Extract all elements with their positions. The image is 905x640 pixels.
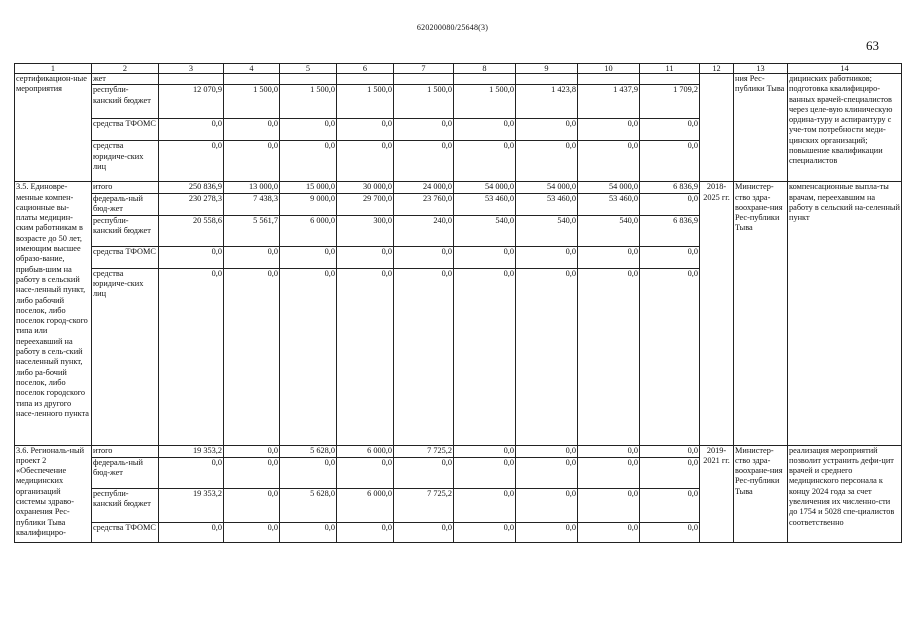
- amount-cell: 0,0: [640, 522, 700, 542]
- amount-cell: 540,0: [516, 215, 578, 246]
- amount-cell: 6 836,9: [640, 182, 700, 193]
- responsible-executor: ния Рес-публики Тыва: [734, 74, 788, 182]
- implementation-years: 2018-2025 гг.: [700, 182, 734, 445]
- amount-cell: 0,0: [159, 119, 224, 141]
- amount-cell: 0,0: [394, 246, 454, 268]
- amount-cell: 0,0: [640, 119, 700, 141]
- amount-cell: 0,0: [454, 488, 516, 522]
- amount-cell: 5 628,0: [280, 445, 337, 457]
- table-row: [15, 182, 902, 193]
- amount-cell: 0,0: [578, 488, 640, 522]
- amount-cell: 54 000,0: [454, 182, 516, 193]
- amount-cell: 0,0: [394, 268, 454, 445]
- amount-cell: 0,0: [578, 445, 640, 457]
- document-id: 620200080/25648(3): [416, 23, 489, 32]
- amount-cell: 23 760,0: [394, 193, 454, 215]
- amount-cell: 5 628,0: [280, 488, 337, 522]
- amount-cell: 29 700,0: [337, 193, 394, 215]
- table-row: [15, 445, 902, 457]
- amount-cell: 0,0: [516, 488, 578, 522]
- amount-cell: [224, 74, 280, 85]
- amount-cell: 300,0: [337, 215, 394, 246]
- amount-cell: 0,0: [640, 268, 700, 445]
- amount-cell: 0,0: [516, 246, 578, 268]
- amount-cell: 540,0: [578, 215, 640, 246]
- amount-cell: 0,0: [394, 119, 454, 141]
- amount-cell: 0,0: [454, 119, 516, 141]
- amount-cell: [640, 74, 700, 85]
- amount-cell: 0,0: [578, 457, 640, 488]
- amount-cell: 0,0: [280, 268, 337, 445]
- table-row: [15, 74, 902, 85]
- budget-table: [14, 63, 902, 543]
- amount-cell: 0,0: [224, 119, 280, 141]
- measure-name: сертификацион-ные мероприятия: [15, 74, 92, 182]
- amount-cell: 13 000,0: [224, 182, 280, 193]
- column-header: 8: [454, 64, 516, 74]
- amount-cell: 0,0: [280, 522, 337, 542]
- amount-cell: 1 709,2: [640, 85, 700, 119]
- measure-name: 3.5. Единовре-менные компен-сационные вы-платы медицин-ским работникам в возрасте до 50 лет, имеющим высшее образо-вание, прибыв-шим на работу в сельский насе-ленный пункт, либо рабочий поселок, либо поселок город-ского типа или переехавший на работу в сель-ский населенный пункт, либо ра-бочий поселок, либо поселок городского типа из другого насе-ленного пункта: [15, 182, 92, 445]
- amount-cell: 0,0: [454, 141, 516, 182]
- column-header: 9: [516, 64, 578, 74]
- amount-cell: [394, 74, 454, 85]
- funding-source: средства ТФОМС: [92, 522, 159, 542]
- amount-cell: 30 000,0: [337, 182, 394, 193]
- column-header: 4: [224, 64, 280, 74]
- amount-cell: 5 561,7: [224, 215, 280, 246]
- amount-cell: 1 500,0: [394, 85, 454, 119]
- amount-cell: 7 725,2: [394, 445, 454, 457]
- funding-source: итого: [92, 182, 159, 193]
- amount-cell: 7 725,2: [394, 488, 454, 522]
- amount-cell: 6 836,9: [640, 215, 700, 246]
- measure-name: 3.6. Региональ-ный проект 2 «Обеспечение медицинских организаций системы здраво-охранения Рес-публики Тыва квалифициро-: [15, 445, 92, 542]
- amount-cell: 0,0: [224, 488, 280, 522]
- amount-cell: 0,0: [394, 141, 454, 182]
- amount-cell: 54 000,0: [578, 182, 640, 193]
- amount-cell: 0,0: [454, 522, 516, 542]
- amount-cell: 0,0: [516, 445, 578, 457]
- amount-cell: 0,0: [454, 445, 516, 457]
- implementation-years: [700, 74, 734, 182]
- amount-cell: 0,0: [578, 141, 640, 182]
- column-header: 12: [700, 64, 734, 74]
- amount-cell: 0,0: [640, 141, 700, 182]
- amount-cell: 0,0: [640, 246, 700, 268]
- column-header: 3: [159, 64, 224, 74]
- amount-cell: 0,0: [224, 457, 280, 488]
- amount-cell: 1 437,9: [578, 85, 640, 119]
- amount-cell: 0,0: [394, 457, 454, 488]
- amount-cell: 0,0: [280, 141, 337, 182]
- amount-cell: 53 460,0: [516, 193, 578, 215]
- amount-cell: 0,0: [224, 246, 280, 268]
- column-header: 14: [788, 64, 902, 74]
- amount-cell: 0,0: [224, 522, 280, 542]
- column-header: 5: [280, 64, 337, 74]
- column-header: 13: [734, 64, 788, 74]
- amount-cell: 0,0: [159, 141, 224, 182]
- amount-cell: 0,0: [280, 119, 337, 141]
- amount-cell: [337, 74, 394, 85]
- amount-cell: [516, 74, 578, 85]
- amount-cell: [280, 74, 337, 85]
- amount-cell: 0,0: [578, 268, 640, 445]
- amount-cell: 0,0: [640, 193, 700, 215]
- amount-cell: 230 278,3: [159, 193, 224, 215]
- column-number-row: [15, 64, 902, 74]
- amount-cell: 0,0: [516, 119, 578, 141]
- amount-cell: [578, 74, 640, 85]
- amount-cell: 0,0: [578, 246, 640, 268]
- funding-source: республи-канский бюджет: [92, 488, 159, 522]
- responsible-executor: Министер-ство здра-воохране-ния Рес-публики Тыва: [734, 182, 788, 445]
- funding-source: жет: [92, 74, 159, 85]
- amount-cell: 0,0: [454, 246, 516, 268]
- amount-cell: 19 353,2: [159, 488, 224, 522]
- amount-cell: 19 353,2: [159, 445, 224, 457]
- amount-cell: [454, 74, 516, 85]
- amount-cell: 0,0: [337, 119, 394, 141]
- amount-cell: 24 000,0: [394, 182, 454, 193]
- amount-cell: 0,0: [337, 457, 394, 488]
- amount-cell: 0,0: [159, 268, 224, 445]
- amount-cell: 0,0: [159, 457, 224, 488]
- amount-cell: 0,0: [224, 141, 280, 182]
- amount-cell: 0,0: [337, 141, 394, 182]
- funding-source: средства ТФОМС: [92, 246, 159, 268]
- amount-cell: 53 460,0: [578, 193, 640, 215]
- responsible-executor: Министер-ство здра-воохране-ния Рес-публики Тыва: [734, 445, 788, 542]
- amount-cell: 1 500,0: [280, 85, 337, 119]
- amount-cell: 0,0: [394, 522, 454, 542]
- amount-cell: [159, 74, 224, 85]
- amount-cell: 0,0: [280, 246, 337, 268]
- amount-cell: 0,0: [640, 488, 700, 522]
- funding-source: средства юридиче-ских лиц: [92, 141, 159, 182]
- expected-result: дицинских работников; подготовка квалифициро-ванных врачей-специалистов через целе-вую клиническую ордина-туру и аспирантуру с уче-том потребности меди-цинских организаций; повышение квалификации специалистов: [788, 74, 902, 182]
- expected-result: реализация мероприятий позволит устранить дефи-цит врачей и среднего медицинского персонала к концу 2024 года за счет увеличения их численно-сти до 1754 и 5028 спе-циалистов соответственно: [788, 445, 902, 542]
- funding-source: средства юридиче-ских лиц: [92, 268, 159, 445]
- amount-cell: 0,0: [224, 268, 280, 445]
- funding-source: республи-канский бюджет: [92, 215, 159, 246]
- column-header: 1: [15, 64, 92, 74]
- amount-cell: 0,0: [516, 141, 578, 182]
- amount-cell: 53 460,0: [454, 193, 516, 215]
- amount-cell: 0,0: [280, 457, 337, 488]
- amount-cell: 0,0: [516, 268, 578, 445]
- amount-cell: 1 423,8: [516, 85, 578, 119]
- funding-source: федераль-ный бюд-жет: [92, 457, 159, 488]
- column-header: 7: [394, 64, 454, 74]
- amount-cell: 20 558,6: [159, 215, 224, 246]
- amount-cell: 250 836,9: [159, 182, 224, 193]
- amount-cell: 0,0: [337, 268, 394, 445]
- amount-cell: 1 500,0: [454, 85, 516, 119]
- amount-cell: 1 500,0: [224, 85, 280, 119]
- amount-cell: 6 000,0: [337, 488, 394, 522]
- amount-cell: 9 000,0: [280, 193, 337, 215]
- amount-cell: 1 500,0: [337, 85, 394, 119]
- funding-source: республи-канский бюджет: [92, 85, 159, 119]
- amount-cell: 0,0: [578, 522, 640, 542]
- column-header: 10: [578, 64, 640, 74]
- amount-cell: 0,0: [224, 445, 280, 457]
- column-header: 2: [92, 64, 159, 74]
- amount-cell: 6 000,0: [337, 445, 394, 457]
- amount-cell: 12 070,9: [159, 85, 224, 119]
- amount-cell: 54 000,0: [516, 182, 578, 193]
- amount-cell: 0,0: [159, 522, 224, 542]
- amount-cell: 0,0: [516, 522, 578, 542]
- amount-cell: 540,0: [454, 215, 516, 246]
- amount-cell: 15 000,0: [280, 182, 337, 193]
- amount-cell: 0,0: [337, 522, 394, 542]
- page-number: 63: [866, 38, 879, 53]
- amount-cell: 0,0: [337, 246, 394, 268]
- column-header: 6: [337, 64, 394, 74]
- funding-source: итого: [92, 445, 159, 457]
- column-header: 11: [640, 64, 700, 74]
- amount-cell: 7 438,3: [224, 193, 280, 215]
- amount-cell: 0,0: [640, 445, 700, 457]
- funding-source: федераль-ный бюд-жет: [92, 193, 159, 215]
- amount-cell: 240,0: [394, 215, 454, 246]
- amount-cell: 0,0: [640, 457, 700, 488]
- amount-cell: 0,0: [516, 457, 578, 488]
- implementation-years: 2019-2021 гг.: [700, 445, 734, 542]
- amount-cell: 6 000,0: [280, 215, 337, 246]
- amount-cell: 0,0: [578, 119, 640, 141]
- amount-cell: 0,0: [159, 246, 224, 268]
- funding-source: средства ТФОМС: [92, 119, 159, 141]
- amount-cell: 0,0: [454, 268, 516, 445]
- expected-result: компенсационные выпла-ты врачам, переехавшим на работу в сельский на-селенный пункт: [788, 182, 902, 445]
- amount-cell: 0,0: [454, 457, 516, 488]
